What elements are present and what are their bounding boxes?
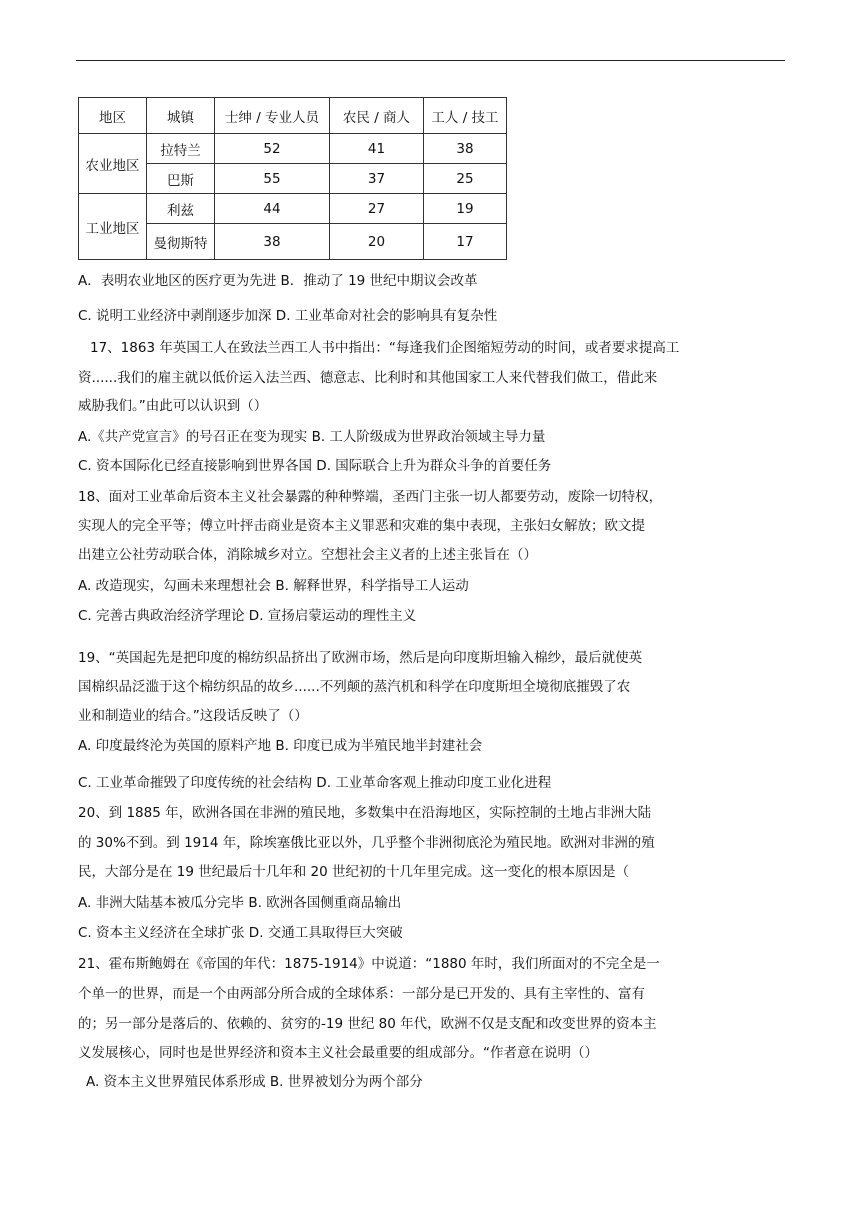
- q18-stem-line: 出建立公社劳动联合体，消除城乡对立。空想社会主义者的上述主张旨在（）: [78, 547, 537, 563]
- table-row: [79, 134, 507, 164]
- q16-options-ab: A．表明农业地区的医疗更为先进 B．推动了 19 世纪中期议会改革: [78, 273, 478, 289]
- table-header: 工人 / 技工: [424, 98, 507, 134]
- value-cell: 52: [215, 134, 330, 164]
- town-cell: 拉特兰: [147, 134, 215, 164]
- value-cell: 25: [424, 164, 507, 194]
- q19-stem-line: 19、“英国起先是把印度的棉纺织品挤出了欧洲市场，然后是向印度斯坦输入棉纱，最后就使英: [78, 650, 643, 666]
- value-cell: 17: [424, 224, 507, 260]
- value-cell: 19: [424, 194, 507, 224]
- q21-stem-line: 义发展核心，同时也是世界经济和资本主义社会最重要的组成部分。“作者意在说明（）: [78, 1045, 598, 1061]
- table-header-row: [79, 98, 507, 134]
- table-header: 城镇: [147, 98, 215, 134]
- region-cell: 工业地区: [79, 194, 147, 260]
- q18-stem-line: 实现人的完全平等；傅立叶抨击商业是资本主义罪恶和灾难的集中表现，主张妇女解放；欧文提: [78, 518, 645, 534]
- q20-options-cd: C. 资本主义经济在全球扩张 D. 交通工具取得巨大突破: [78, 925, 403, 941]
- table-header: 农民 / 商人: [330, 98, 424, 134]
- q20-stem-line: 民，大部分是在 19 世纪最后十几年和 20 世纪初的十几年里完成。这一变化的根本原因是（: [78, 864, 630, 880]
- q17-stem-line: 17、1863 年英国工人在致法兰西工人书中指出：“每逢我们企图缩短劳动的时间，或者要求提高工: [90, 340, 680, 356]
- table-header: 地区: [79, 98, 147, 134]
- q19-options-cd: C. 工业革命摧毁了印度传统的社会结构 D. 工业革命客观上推动印度工业化进程: [78, 775, 552, 791]
- q17-stem-line: 资......我们的雇主就以低价运入法兰西、德意志、比利时和其他国家工人来代替我们做工，借此来: [78, 370, 658, 386]
- q19-stem-line: 国棉织品泛滥于这个棉纺织品的故乡......不列颠的蒸汽机和科学在印度斯坦全境彻底摧毁了农: [78, 679, 631, 695]
- q18-options-ab: A. 改造现实，勾画未来理想社会 B. 解释世界，科学指导工人运动: [78, 578, 469, 594]
- value-cell: 44: [215, 194, 330, 224]
- value-cell: 38: [424, 134, 507, 164]
- table-header: 士绅 / 专业人员: [215, 98, 330, 134]
- value-cell: 37: [330, 164, 424, 194]
- header-rule: [76, 60, 785, 61]
- q19-options-ab: A. 印度最终沦为英国的原料产地 B. 印度已成为半殖民地半封建社会: [78, 738, 483, 754]
- town-cell: 曼彻斯特: [147, 224, 215, 260]
- value-cell: 27: [330, 194, 424, 224]
- occupation-table: [78, 97, 507, 260]
- q21-options-ab: A. 资本主义世界殖民体系形成 B. 世界被划分为两个部分: [86, 1074, 423, 1090]
- value-cell: 38: [215, 224, 330, 260]
- town-cell: 巴斯: [147, 164, 215, 194]
- value-cell: 41: [330, 134, 424, 164]
- town-cell: 利兹: [147, 194, 215, 224]
- q18-options-cd: C. 完善古典政治经济学理论 D. 宣扬启蒙运动的理性主义: [78, 608, 417, 624]
- q20-stem-line: 的 30%不到。到 1914 年，除埃塞俄比亚以外，几乎整个非洲彻底沦为殖民地。欧洲对非洲的殖: [78, 835, 655, 851]
- q17-stem-line: 威胁我们。”由此可以认识到（）: [78, 398, 268, 414]
- q20-stem-line: 20、到 1885 年，欧洲各国在非洲的殖民地，多数集中在沿海地区，实际控制的土地占非洲大陆: [78, 805, 652, 821]
- q21-stem-line: 个单一的世界，而是一个由两部分所合成的全球体系：一部分是已开发的、具有主宰性的、富有: [78, 986, 645, 1002]
- q16-options-cd: C. 说明工业经济中剥削逐步加深 D. 工业革命对社会的影响具有复杂性: [78, 308, 498, 324]
- value-cell: 20: [330, 224, 424, 260]
- q18-stem-line: 18、面对工业革命后资本主义社会暴露的种种弊端，圣西门主张一切人都要劳动，废除一切特权，: [78, 489, 663, 505]
- q17-options-ab: A.《共产党宣言》的号召正在变为现实 B. 工人阶级成为世界政治领域主导力量: [78, 429, 546, 445]
- value-cell: 55: [215, 164, 330, 194]
- region-cell: 农业地区: [79, 134, 147, 194]
- table-row: [79, 194, 507, 224]
- q21-stem-line: 的；另一部分是落后的、依赖的、贫穷的-19 世纪 80 年代，欧洲不仅是支配和改变世界的资本主: [78, 1016, 657, 1032]
- q21-stem-line: 21、霍布斯鲍姆在《帝国的年代：1875-1914》中说道：“1880 年时，我们所面对的不完全是一: [78, 956, 660, 972]
- q20-options-ab: A. 非洲大陆基本被瓜分完毕 B. 欧洲各国侧重商品输出: [78, 895, 402, 911]
- q19-stem-line: 业和制造业的结合。”这段话反映了（）: [78, 708, 308, 724]
- q17-options-cd: C. 资本国际化已经直接影响到世界各国 D. 国际联合上升为群众斗争的首要任务: [78, 458, 552, 474]
